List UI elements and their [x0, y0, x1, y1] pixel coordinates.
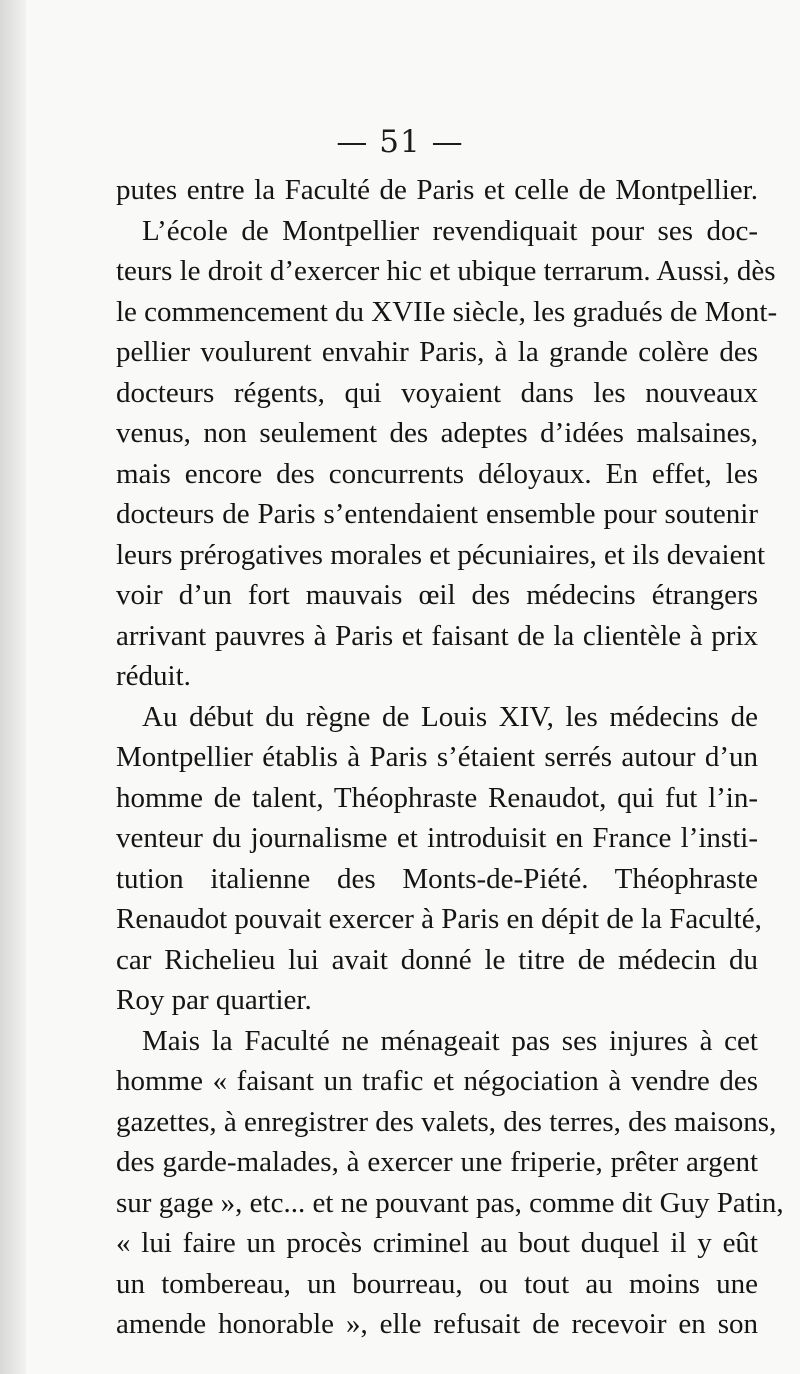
text-line: pellier voulurent envahir Paris, à la grande colère des: [116, 336, 758, 368]
text-line: amende honorable », elle refusait de recevoir en son: [116, 1308, 758, 1340]
text-line: leurs prérogatives morales et pécuniaires, et ils devaient: [116, 538, 766, 571]
text-line: arrivant pauvres à Paris et faisant de la clientèle à prix: [116, 619, 758, 652]
text-line: mais encore des concurrents déloyaux. En effet, les: [116, 457, 758, 490]
text-line: venus, non seulement des adeptes d’idées malsaines,: [116, 417, 758, 449]
text-line: docteurs régents, qui voyaient dans les nouveaux: [116, 376, 758, 409]
text-line: L’école de Montpellier revendiquait pour ses doc-: [142, 214, 758, 247]
text-line: voir d’un fort mauvais œil des médecins étrangers: [116, 579, 758, 611]
text-line: Au début du règne de Louis XIV, les médecins de: [142, 700, 758, 733]
text-line: le commencement du XVIIe siècle, les gradués de Mont-: [116, 295, 778, 328]
text-line: sur gage », etc... et ne pouvant pas, comme dit Guy Patin,: [116, 1186, 784, 1219]
body-text: [116, 170, 784, 1345]
text-line: Renaudot pouvait exercer à Paris en dépit de la Faculté,: [116, 903, 762, 935]
text-line: venteur du journalisme et introduisit en France l’insti-: [116, 822, 758, 854]
page-gutter-shadow: [0, 0, 26, 1374]
text-line: réduit.: [116, 660, 191, 692]
text-line: des garde-malades, à exercer une friperie, prêter argent: [116, 1146, 758, 1178]
text-line: docteurs de Paris s’entendaient ensemble pour soutenir: [116, 498, 758, 530]
page-number: — 51 —: [336, 124, 464, 160]
text-line: un tombereau, un bourreau, ou tout au moins une: [116, 1267, 758, 1300]
text-line: tution italienne des Monts-de-Piété. Théophraste: [116, 862, 758, 895]
text-line: Mais la Faculté ne ménageait pas ses injures à cet: [142, 1024, 758, 1057]
text-line: Montpellier établis à Paris s’étaient serrés autour d’un: [116, 741, 758, 773]
text-line: homme de talent, Théophraste Renaudot, qui fut l’in-: [116, 781, 758, 814]
text-line: car Richelieu lui avait donné le titre de médecin du: [116, 943, 758, 976]
text-line: Roy par quartier.: [116, 984, 312, 1016]
text-line: gazettes, à enregistrer des valets, des terres, des maisons,: [116, 1105, 777, 1138]
text-line: teurs le droit d’exercer hic et ubique terrarum. Aussi, dès: [116, 255, 776, 287]
text-line: « lui faire un procès criminel au bout duquel il y eût: [116, 1227, 758, 1259]
text-line: homme « faisant un trafic et négociation à vendre des: [116, 1065, 758, 1097]
text-line: putes entre la Faculté de Paris et celle de Montpellier.: [116, 174, 758, 206]
